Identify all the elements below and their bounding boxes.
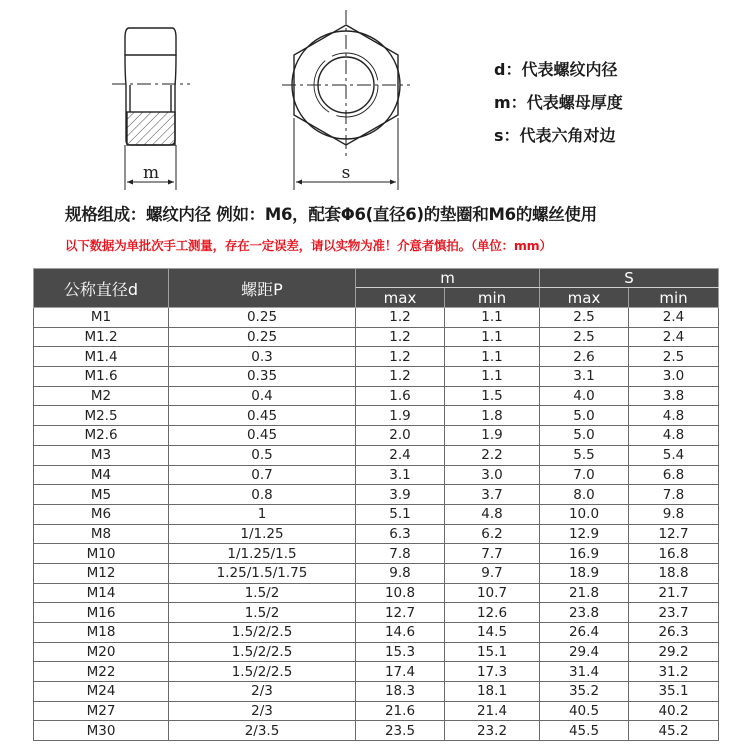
- cell-s-max: 10.0: [540, 504, 629, 524]
- cell-m-max: 3.1: [356, 465, 445, 485]
- cell-s-max: 2.5: [540, 327, 629, 347]
- cell-diameter: M8: [34, 524, 169, 544]
- cell-s-max: 2.6: [540, 347, 629, 367]
- cell-m-max: 23.5: [356, 721, 445, 741]
- table-row: [34, 662, 719, 682]
- table-row: [34, 544, 719, 564]
- table-row: [34, 642, 719, 662]
- cell-pitch: 0.8: [169, 485, 356, 505]
- legend-sep: ：: [505, 60, 522, 79]
- cell-s-max: 4.0: [540, 386, 629, 406]
- hex-nut-drawing-icon: [0, 0, 460, 195]
- cell-m-max: 3.9: [356, 485, 445, 505]
- cell-s-max: 3.1: [540, 367, 629, 387]
- legend-text: 代表螺母厚度: [526, 93, 623, 112]
- cell-m-min: 1.5: [445, 386, 540, 406]
- cell-s-max: 5.0: [540, 406, 629, 426]
- cell-pitch: 0.5: [169, 445, 356, 465]
- cell-pitch: 0.4: [169, 386, 356, 406]
- cell-m-max: 1.2: [356, 367, 445, 387]
- cell-diameter: M22: [34, 662, 169, 682]
- cell-s-min: 29.2: [629, 642, 719, 662]
- cell-pitch: 2/3: [169, 682, 356, 702]
- cell-diameter: M12: [34, 563, 169, 583]
- cell-m-max: 18.3: [356, 682, 445, 702]
- cell-s-max: 26.4: [540, 623, 629, 643]
- cell-s-max: 7.0: [540, 465, 629, 485]
- table-row: [34, 386, 719, 406]
- cell-diameter: M2: [34, 386, 169, 406]
- cell-m-min: 1.1: [445, 327, 540, 347]
- cell-s-min: 21.7: [629, 583, 719, 603]
- cell-s-min: 6.8: [629, 465, 719, 485]
- table-row: [34, 701, 719, 721]
- cell-s-min: 9.8: [629, 504, 719, 524]
- cell-m-max: 1.9: [356, 406, 445, 426]
- spec-composition-line: 规格组成：螺纹内径 例如：M6，配套Φ6(直径6)的垫圈和M6的螺丝使用: [65, 205, 597, 224]
- legend-sep: ：: [510, 93, 527, 112]
- cell-diameter: M1.2: [34, 327, 169, 347]
- cell-m-min: 21.4: [445, 701, 540, 721]
- cell-m-min: 1.1: [445, 367, 540, 387]
- cell-pitch: 0.25: [169, 308, 356, 328]
- cell-m-max: 5.1: [356, 504, 445, 524]
- cell-pitch: 1/1.25: [169, 524, 356, 544]
- cell-diameter: M1.4: [34, 347, 169, 367]
- cell-pitch: 0.45: [169, 426, 356, 446]
- cell-diameter: M1.6: [34, 367, 169, 387]
- cell-m-min: 10.7: [445, 583, 540, 603]
- cell-s-min: 16.8: [629, 544, 719, 564]
- cell-pitch: 1.5/2: [169, 603, 356, 623]
- cell-pitch: 2/3: [169, 701, 356, 721]
- legend-key: m: [494, 93, 511, 112]
- cell-s-max: 23.8: [540, 603, 629, 623]
- cell-s-min: 45.2: [629, 721, 719, 741]
- cell-m-max: 1.2: [356, 308, 445, 328]
- legend-key: s: [494, 126, 504, 145]
- cell-m-max: 14.6: [356, 623, 445, 643]
- cell-pitch: 1.5/2/2.5: [169, 662, 356, 682]
- cell-m-max: 21.6: [356, 701, 445, 721]
- cell-m-min: 4.8: [445, 504, 540, 524]
- header-diameter: 公称直径d: [34, 269, 169, 308]
- cell-m-min: 1.1: [445, 308, 540, 328]
- dimension-legend: [494, 56, 734, 155]
- cell-pitch: 1/1.25/1.5: [169, 544, 356, 564]
- cell-m-max: 1.2: [356, 327, 445, 347]
- cell-diameter: M16: [34, 603, 169, 623]
- cell-s-min: 3.8: [629, 386, 719, 406]
- cell-m-max: 2.4: [356, 445, 445, 465]
- cell-s-max: 18.9: [540, 563, 629, 583]
- nut-diagram: [0, 0, 460, 195]
- table-row: [34, 603, 719, 623]
- table-row: [34, 327, 719, 347]
- legend-item-m: [494, 89, 734, 122]
- table-row: [34, 308, 719, 328]
- cell-s-max: 12.9: [540, 524, 629, 544]
- cell-diameter: M14: [34, 583, 169, 603]
- cell-pitch: 0.3: [169, 347, 356, 367]
- cell-s-min: 2.5: [629, 347, 719, 367]
- cell-m-min: 2.2: [445, 445, 540, 465]
- cell-diameter: M2.5: [34, 406, 169, 426]
- cell-s-min: 35.1: [629, 682, 719, 702]
- cell-s-min: 23.7: [629, 603, 719, 623]
- cell-diameter: M6: [34, 504, 169, 524]
- cell-s-max: 21.8: [540, 583, 629, 603]
- cell-diameter: M3: [34, 445, 169, 465]
- table-row: [34, 682, 719, 702]
- table-row: [34, 426, 719, 446]
- cell-diameter: M18: [34, 623, 169, 643]
- cell-s-min: 5.4: [629, 445, 719, 465]
- cell-diameter: M4: [34, 465, 169, 485]
- legend-item-d: [494, 56, 734, 89]
- cell-m-min: 15.1: [445, 642, 540, 662]
- cell-m-min: 1.9: [445, 426, 540, 446]
- cell-pitch: 2/3.5: [169, 721, 356, 741]
- legend-item-s: [494, 122, 734, 155]
- table-row: [34, 721, 719, 741]
- cell-s-max: 31.4: [540, 662, 629, 682]
- cell-s-max: 2.5: [540, 308, 629, 328]
- cell-m-max: 9.8: [356, 563, 445, 583]
- cell-s-min: 4.8: [629, 426, 719, 446]
- cell-s-min: 4.8: [629, 406, 719, 426]
- cell-s-min: 2.4: [629, 327, 719, 347]
- table-row: [34, 623, 719, 643]
- header-s-max: max: [540, 288, 629, 308]
- cell-m-max: 2.0: [356, 426, 445, 446]
- cell-m-min: 1.8: [445, 406, 540, 426]
- cell-pitch: 1.5/2/2.5: [169, 623, 356, 643]
- cell-diameter: M1: [34, 308, 169, 328]
- cell-s-min: 7.8: [629, 485, 719, 505]
- cell-s-max: 40.5: [540, 701, 629, 721]
- cell-m-max: 1.6: [356, 386, 445, 406]
- cell-m-min: 17.3: [445, 662, 540, 682]
- cell-diameter: M10: [34, 544, 169, 564]
- cell-s-max: 45.5: [540, 721, 629, 741]
- cell-pitch: 0.45: [169, 406, 356, 426]
- cell-pitch: 0.7: [169, 465, 356, 485]
- cell-s-max: 5.5: [540, 445, 629, 465]
- cell-diameter: M20: [34, 642, 169, 662]
- cell-m-min: 6.2: [445, 524, 540, 544]
- cell-s-min: 3.0: [629, 367, 719, 387]
- cell-pitch: 1.5/2/2.5: [169, 642, 356, 662]
- header-s-group: S: [540, 269, 719, 288]
- cell-s-min: 31.2: [629, 662, 719, 682]
- cell-m-min: 23.2: [445, 721, 540, 741]
- cell-m-min: 7.7: [445, 544, 540, 564]
- cell-s-max: 29.4: [540, 642, 629, 662]
- cell-diameter: M27: [34, 701, 169, 721]
- cell-pitch: 1.5/2: [169, 583, 356, 603]
- legend-sep: ：: [503, 126, 520, 145]
- cell-s-max: 5.0: [540, 426, 629, 446]
- nut-spec-table: [33, 268, 719, 741]
- cell-pitch: 0.35: [169, 367, 356, 387]
- table-row: [34, 524, 719, 544]
- cell-m-max: 6.3: [356, 524, 445, 544]
- cell-m-min: 3.0: [445, 465, 540, 485]
- cell-m-min: 18.1: [445, 682, 540, 702]
- cell-m-max: 17.4: [356, 662, 445, 682]
- table-row: [34, 347, 719, 367]
- cell-s-min: 18.8: [629, 563, 719, 583]
- cell-diameter: M30: [34, 721, 169, 741]
- top-view-label: s: [341, 163, 351, 183]
- side-view-label: m: [142, 163, 160, 183]
- cell-s-max: 35.2: [540, 682, 629, 702]
- cell-m-max: 12.7: [356, 603, 445, 623]
- cell-m-max: 1.2: [356, 347, 445, 367]
- cell-diameter: M24: [34, 682, 169, 702]
- cell-m-min: 1.1: [445, 347, 540, 367]
- cell-diameter: M2.6: [34, 426, 169, 446]
- cell-m-min: 9.7: [445, 563, 540, 583]
- table-row: [34, 504, 719, 524]
- cell-m-max: 10.8: [356, 583, 445, 603]
- cell-pitch: 0.25: [169, 327, 356, 347]
- cell-m-min: 12.6: [445, 603, 540, 623]
- cell-s-max: 8.0: [540, 485, 629, 505]
- table-row: [34, 563, 719, 583]
- cell-pitch: 1: [169, 504, 356, 524]
- legend-text: 代表六角对边: [519, 126, 616, 145]
- table-row: [34, 583, 719, 603]
- cell-pitch: 1.25/1.5/1.75: [169, 563, 356, 583]
- table-row: [34, 465, 719, 485]
- cell-m-max: 15.3: [356, 642, 445, 662]
- header-m-group: m: [356, 269, 540, 288]
- header-pitch: 螺距P: [169, 269, 356, 308]
- header-s-min: min: [629, 288, 719, 308]
- cell-s-max: 16.9: [540, 544, 629, 564]
- table-row: [34, 406, 719, 426]
- header-m-min: min: [445, 288, 540, 308]
- cell-m-min: 14.5: [445, 623, 540, 643]
- measurement-disclaimer: 以下数据为单批次手工测量，存在一定误差，请以实物为准！介意者慎拍。（单位：mm）: [65, 238, 552, 253]
- cell-m-max: 7.8: [356, 544, 445, 564]
- cell-s-min: 12.7: [629, 524, 719, 544]
- table-row: [34, 445, 719, 465]
- cell-s-min: 26.3: [629, 623, 719, 643]
- cell-s-min: 2.4: [629, 308, 719, 328]
- cell-m-min: 3.7: [445, 485, 540, 505]
- legend-text: 代表螺纹内径: [521, 60, 618, 79]
- table-row: [34, 485, 719, 505]
- legend-key: d: [494, 60, 506, 79]
- header-m-max: max: [356, 288, 445, 308]
- table-body: [34, 308, 719, 741]
- cell-diameter: M5: [34, 485, 169, 505]
- table-row: [34, 367, 719, 387]
- cell-s-min: 40.2: [629, 701, 719, 721]
